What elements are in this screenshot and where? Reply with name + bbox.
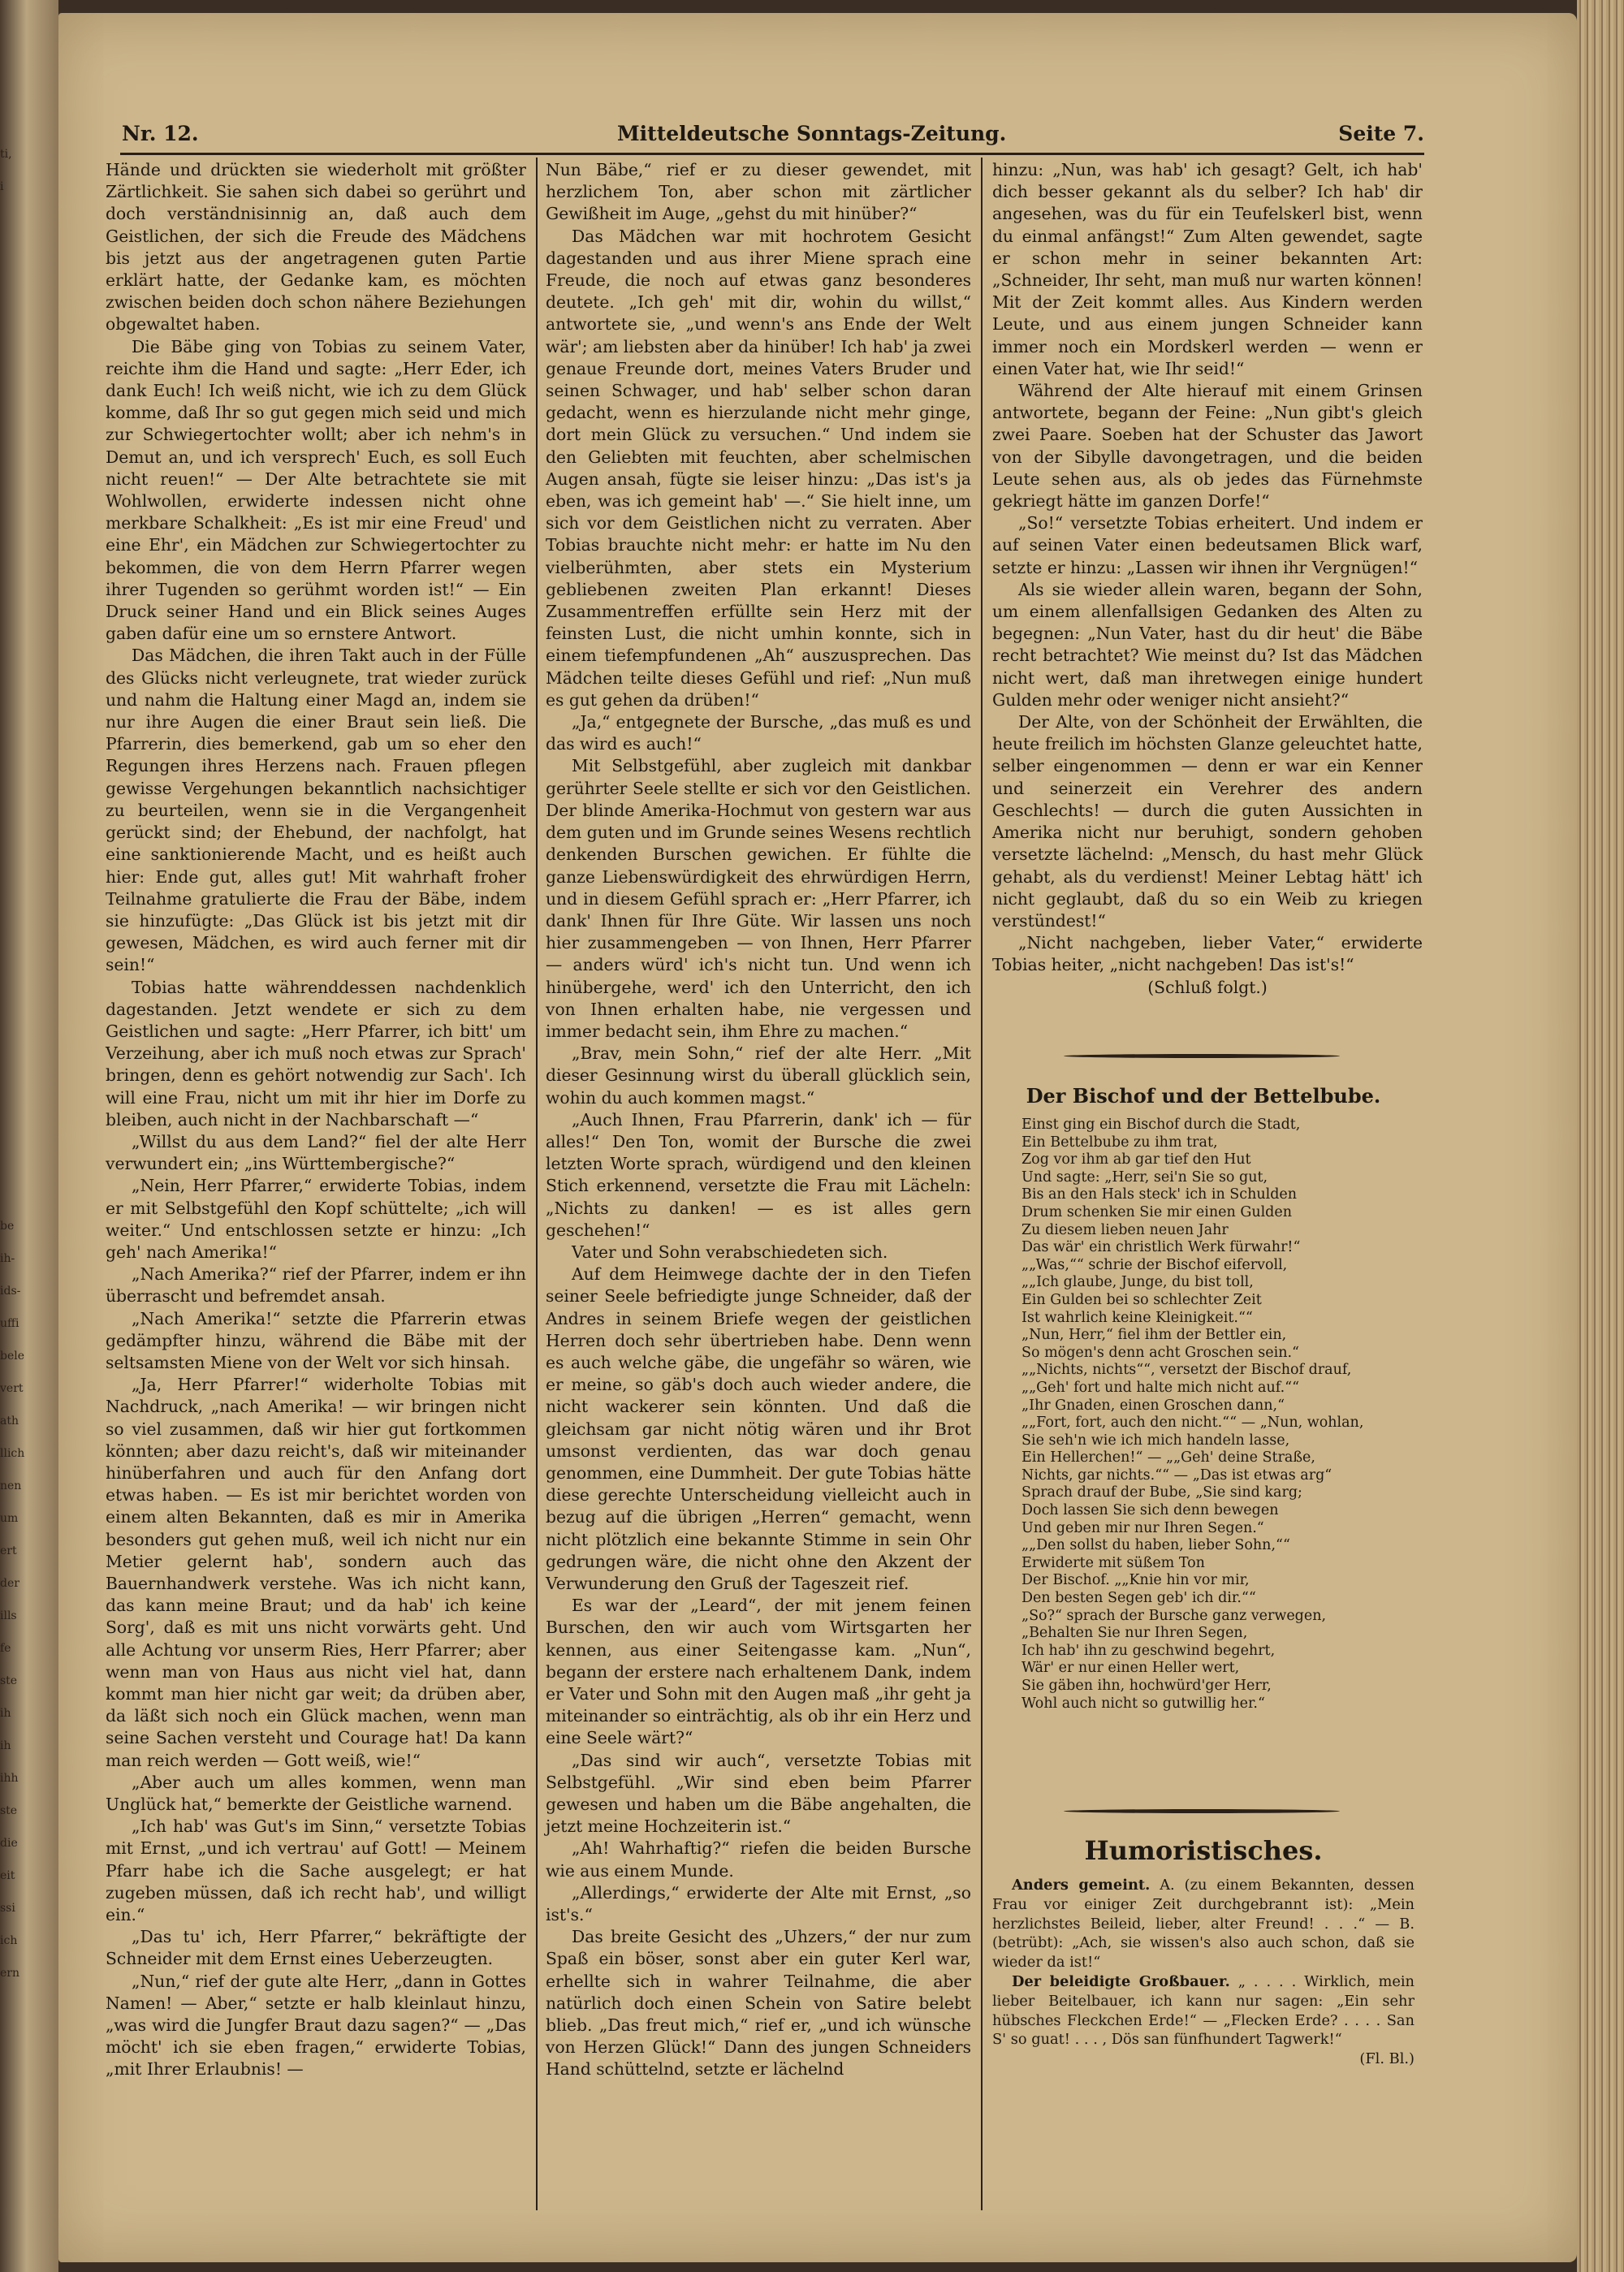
spine-fragment: be — [0, 1220, 15, 1233]
article-column-2 — [546, 159, 971, 2081]
paragraph: „Ich hab' was Gut's im Sinn,“ versetzte Tobias mit Ernst, „und ich vertrau' auf Gott! — Meinem Pfarr habe ich die Sache ausgelegt; er hat zugeben müssen, daß ich recht hab', und willigt ein.“ — [106, 1816, 526, 1925]
spine-fragment: ich — [0, 1934, 18, 1947]
page-edges — [1577, 0, 1624, 2272]
poem-line: „„Fort, fort, auch den nicht.““ — „Nun, wohlan, — [1021, 1415, 1364, 1432]
poem-line: „„Den sollst du haben, lieber Sohn,““ — [1021, 1537, 1290, 1554]
paragraph: „Brav, mein Sohn,“ rief der alte Herr. „Mit dieser Gesinnung wirst du überall glücklich sein, wohin du auch kommen magst.“ — [546, 1043, 971, 1108]
poem-line: „Behalten Sie nur Ihren Segen, — [1021, 1625, 1248, 1642]
poem-line: Den besten Segen geb' ich dir.““ — [1021, 1590, 1256, 1607]
poem-body — [1021, 1117, 1411, 1713]
spine-fragment: vert — [0, 1382, 24, 1395]
poem-line: „Nun, Herr,“ fiel ihm der Bettler ein, — [1021, 1327, 1287, 1344]
paragraph: „Nicht nachgeben, lieber Vater,“ erwiderte Tobias heiter, „nicht nachgeben! Das ist's!“ — [992, 933, 1423, 975]
spine-fragment: eit — [0, 1869, 15, 1882]
paragraph: „Nein, Herr Pfarrer,“ erwiderte Tobias, indem er mit Selbstgefühl den Kopf schüttelte; „ich will weiter.“ Und entschlossen setzte er hinzu: „Ich geh' nach Amerika!“ — [106, 1176, 526, 1262]
paragraph: Hände und drückten sie wiederholt mit größter Zärtlichkeit. Sie sahen sich dabei so gerührt und doch verständnisinnig an, daß auch dem Geistlichen, der sich die Freude des Mädchens bis jetzt aus der angetragenen guten Partie erklärt hatte, der Gedanke kam, es möchten zwischen beiden doch schon nähere Beziehungen obgewaltet haben. — [106, 160, 526, 335]
humor-section — [992, 1876, 1415, 2069]
spine-fragment: ath — [0, 1415, 19, 1428]
humor-text: „ . . . . Wirklich, mein lieber Beitelbauer, ich kann nur sagen: „Ein sehr hübsches Fleckchen Erde!“ — „Flecken Erde? . . . . San S' so guat! . . . , Dös san fünfhundert Tagwerk!“ — [992, 1972, 1415, 2049]
poem-line: Ein Bettelbube zu ihm trat, — [1021, 1134, 1218, 1151]
spine-fragment: ih — [0, 1707, 11, 1720]
poem-line: Sie gäben ihn, hochwürd'ger Herr, — [1021, 1678, 1272, 1694]
humor-item — [992, 1972, 1415, 2069]
paragraph: „Das tu' ich, Herr Pfarrer,“ bekräftigte der Schneider mit dem Ernst eines Ueberzeugten. — [106, 1927, 526, 1969]
humor-text: A. (zu einem Bekannten, dessen Frau vor einiger Zeit durchgebrannt ist): „Mein herzlichstes Beileid, lieber, alter Freund! . . .“ — B. (betrübt): „Ach, sie wissen's also auch schon, daß sie wieder da ist!“ — [992, 1877, 1415, 1972]
paragraph: Nun Bäbe,“ rief er zu dieser gewendet, mit herzlichem Ton, aber schon mit zärtlicher Gewißheit im Auge, „gehst du mit hinüber?“ — [546, 160, 971, 224]
spine-fragment: llich — [0, 1447, 25, 1460]
poem-line: Doch lassen Sie sich denn bewegen — [1021, 1502, 1279, 1519]
paragraph: Während der Alte hierauf mit einem Grinsen antwortete, begann der Feine: „Nun gibt's gleich zwei Paare. Soeben hat der Schuster das Jawort von der Sibylle davongetragen, und die beiden Leute sehen aus, als ob jedes das Fürnehmste gekriegt hätte im ganzen Dorfe!“ — [992, 381, 1423, 512]
poem-line: Ich hab' ihn zu geschwind begehrt, — [1021, 1642, 1276, 1659]
poem-line: Einst ging ein Bischof durch die Stadt, — [1021, 1117, 1301, 1133]
section-separator — [1064, 1054, 1340, 1058]
poem-line: Sie seh'n wie ich mich handeln lasse, — [1021, 1432, 1290, 1449]
column-rule — [536, 158, 538, 2210]
humor-source: (Fl. Bl.) — [1359, 2050, 1415, 2068]
poem-line: „So?“ sprach der Bursche ganz verwegen, — [1021, 1607, 1327, 1624]
poem-title: Der Bischof und der Bettelbube. — [1026, 1084, 1381, 1108]
paragraph: „Allerdings,“ erwiderte der Alte mit Ernst, „so ist's.“ — [546, 1882, 971, 1925]
poem-line: Ein Hellerchen!“ — „„Geh' deine Straße, — [1021, 1449, 1315, 1466]
paragraph: Das Mädchen, die ihren Takt auch in der Fülle des Glücks nicht verleugnete, trat wieder zurück und nahm die Haltung einer Magd an, indem sie nur ihre Augen die einer Braut sein ließ. Die Pfarrerin, dies bemerkend, gab um so eher den Regungen ihres Herzens nach. Frauen pflegen gewisse Vergehungen bekanntlich nachsichtiger zu beurteilen, wenn sie in die Vergangenheit gerückt sind; der Ehebund, der nachfolgt, hat eine sanktionierende Macht, und es heißt auch hier: Ende gut, alles gut! Mit wahrhaft froher Teilnahme gratulierte die Frau der Bäbe, indem sie hinzufügte: „Das Glück ist bis jetzt mit dir gewesen, Mädchen, es wird auch ferner mit dir sein!“ — [106, 646, 526, 975]
poem-line: Bis an den Hals steck' ich in Schulden — [1021, 1186, 1298, 1203]
paragraph: „Ja, Herr Pfarrer!“ widerholte Tobias mit Nachdruck, „nach Amerika! — wir bringen nicht so viel zusammen, daß wir hier gut fortkommen könnten; aber dazu reicht's, daß wir miteinander hinüberfahren und auch für den Anfang dort etwas haben. — Es ist mir berichtet worden von einem alten Bekannten, daß es mir in Amerika besonders gut gehen muß, weil ich nicht nur ein Metier gelernt hab', sondern auch das Bauernhandwerk verstehe. Was ich nicht kann, das kann meine Braut; und da hab' ich keine Sorg', daß es mit uns nicht vorwärts geht. Und alle Achtung vor unserm Ries, Herr Pfarrer; aber wenn man von Haus aus nicht viel hat, dann kommt man hier nicht gar weit; da drüben aber, da läßt sich noch ein Glück machen, wenn man seine Sachen versteht und Courage hat! Da kann man reich werden — Gott weiß, wie!“ — [106, 1375, 526, 1770]
spine-fragment: ih — [0, 1739, 11, 1752]
poem-line: Nichts, gar nichts.““ — „Das ist etwas arg“ — [1021, 1466, 1332, 1484]
masthead-title: Mitteldeutsche Sonntags-Zeitung. — [617, 122, 1007, 145]
to-be-continued: (Schluß folgt.) — [1147, 977, 1268, 997]
poem-line: Das wär' ein christlich Werk fürwahr!“ — [1021, 1239, 1301, 1256]
paragraph: Mit Selbstgefühl, aber zugleich mit dankbar gerührter Seele stellte er sich vor den Geistlichen. Der blinde Amerika-Hochmut von gestern war aus dem guten und im Grunde seines Wesens rechtlich denkenden Burschen gewichen. Er fühlte die ganze Liebenswürdigkeit des ehrwürdigen Herrn, und in diesem Gefühl sprach er: „Herr Pfarrer, ich dank' Ihnen für Ihre Güte. Wir lassen uns noch hier zusammengeben — von Ihnen, Herr Pfarrer — anders würd' ich's nicht tun. Und wenn ich hinübergehe, werd' ich den Unterricht, den ich von Ihnen erhalten habe, nie vergessen und immer bedacht sein, ihm Ehre zu machen.“ — [546, 756, 971, 1041]
poem-line: Wär' er nur einen Heller wert, — [1021, 1660, 1240, 1677]
poem-line: „„Ich glaube, Junge, du bist toll, — [1021, 1274, 1254, 1291]
paragraph: „Nach Amerika?“ rief der Pfarrer, indem er ihn überrascht und befremdet ansah. — [106, 1264, 526, 1307]
spine-fragment: fe — [0, 1642, 11, 1655]
paragraph: Das breite Gesicht des „Uhzers,“ der nur zum Spaß ein böser, sonst aber ein guter Kerl war, erhellte sich in wahrer Teilnahme, die aber natürlich doch einen Schein von Satire belebt blieb. „Das freut mich,“ rief er, „und ich wünsche von Herzen Glück!“ Dann des jungen Schneiders Hand schüttelnd, setzte er lächelnd — [546, 1927, 971, 2080]
poem-line: Ist wahrlich keine Kleinigkeit.““ — [1021, 1309, 1253, 1326]
paragraph: Auf dem Heimwege dachte der in den Tiefen seiner Seele befriedigte junge Schneider, daß der Andres in seinem Briefe wegen der geistlichen Herren doch sehr übertrieben habe. Denn wenn es auch welche gäbe, die ungefähr so wären, wie er meine, so gäb's doch auch wieder andere, die nicht wackerer sein könnten. Und daß die gleichsam gar nicht nötig wären und ihr Brot umsonst verdienten, das war doch genau genommen, eine Dummheit. Der gute Tobias hätte diese gerechte Unterscheidung vielleicht auch in bezug auf die übrigen „Herren“ gemacht, wenn nicht plötzlich eine bekannte Stimme in sein Ohr gedrungen wäre, die nicht ohne den Akzent der Verwunderung den Gruß der Tageszeit rief. — [546, 1264, 971, 1593]
paragraph: Als sie wieder allein waren, begann der Sohn, um einem allenfallsigen Gedanken des Alten zu begegnen: „Nun Vater, hast du dir heut' die Bäbe recht betrachtet? Wie meinst du? Ist das Mädchen nicht wert, daß man ihretwegen einige hundert Gulden mehr oder weniger nicht ansieht?“ — [992, 579, 1423, 710]
paragraph: „Ah! Wahrhaftig?“ riefen die beiden Bursche wie aus einem Munde. — [546, 1838, 971, 1881]
poem-line: Wohl auch nicht so gutwillig her.“ — [1021, 1695, 1265, 1712]
spine-fragment: ids- — [0, 1285, 21, 1298]
page-number: Seite 7. — [1338, 122, 1424, 145]
paragraph: „Auch Ihnen, Frau Pfarrerin, dank' ich — für alles!“ Den Ton, womit der Bursche die zwei letzten Worte sprach, würdigend und den kleinen Stich erkennend, versetzte die Frau mit Lächeln: „Nichts zu danken! — es ist alles gern geschehen!“ — [546, 1109, 971, 1240]
paragraph: Vater und Sohn verabschiedeten sich. — [572, 1242, 888, 1262]
spine-fragment: nen — [0, 1479, 22, 1492]
spine-fragment: um — [0, 1512, 19, 1525]
spine-fragment: ti, — [0, 148, 12, 161]
paragraph: Tobias hatte währenddessen nachdenklich dagestanden. Jetzt wendete er sich zu dem Geistlichen und sagte: „Herr Pfarrer, ich bitt' um Verzeihung, aber ich muß noch etwas zur Sprach' bringen, denn es gehört notwendig zur Sach'. Ich will eine Frau, nicht um mit ihr hier im Dorfe zu bleiben, auch nicht in der Nachbarschaft —“ — [106, 977, 526, 1130]
spine-fragment: die — [0, 1837, 18, 1850]
paragraph: Der Alte, von der Schönheit der Erwählten, die heute freilich im höchsten Glanze geleuchtet hatte, selber eingenommen — denn er war ein Kenner und seinerzeit ein Verehrer des andern Geschlechts! — durch die guten Aussichten in Amerika nicht nur beruhigt, sondern gehoben versetzte lächelnd: „Mensch, du hast mehr Glück gehabt, als du verdienst! Meiner Lebtag hätt' ich nicht geglaubt, daß du so ein Weib zu kriegen verstündest!“ — [992, 712, 1423, 931]
paragraph: hinzu: „Nun, was hab' ich gesagt? Gelt, ich hab' dich besser gekannt als du selber? Ich hab' dir angesehen, was du für ein Teufelskerl bist, wenn du einmal anfängst!“ Zum Alten gewendet, sagte er schon mehr in seiner bekannten Art: „Schneider, Ihr seht, man muß nur warten können! Mit der Zeit kommt alles. Aus Kindern werden Leute, und aus einem jungen Schneider kann immer noch ein Mordskerl werden — wenn er einen Vater hat, wie Ihr seid!“ — [992, 160, 1423, 378]
spine-fragment: der — [0, 1577, 19, 1590]
header-rule — [120, 153, 1424, 155]
humor-heading: Anders gemeint. — [1012, 1877, 1151, 1894]
spine-fragment: bele — [0, 1350, 25, 1363]
paragraph: „Aber auch um alles kommen, wenn man Unglück hat,“ bemerkte der Geistliche warnend. — [106, 1772, 526, 1815]
paragraph: „So!“ versetzte Tobias erheitert. Und indem er auf seinen Vater einen bedeutsamen Blick warf, setzte er hinzu: „Lassen wir ihnen ihr Vergnügen!“ — [992, 513, 1423, 577]
poem-line: Der Bischof. „„Knie hin vor mir, — [1021, 1572, 1250, 1589]
spine-fragment: ern — [0, 1967, 19, 1980]
article-column-3 — [992, 159, 1423, 999]
spine-fragment: ills — [0, 1609, 17, 1622]
spine-fragment: ssi — [0, 1902, 15, 1915]
poem-line: Zu diesem lieben neuen Jahr — [1021, 1221, 1229, 1238]
poem-line: Erwiderte mit süßem Ton — [1021, 1554, 1205, 1571]
poem-line: Und sagte: „Herr, sei'n Sie so gut, — [1021, 1168, 1268, 1186]
poem-line: „„Geh' fort und halte mich nicht auf.““ — [1021, 1379, 1300, 1396]
issue-number: Nr. 12. — [122, 122, 199, 145]
paragraph: Das Mädchen war mit hochrotem Gesicht dagestanden und aus ihrer Miene sprach eine Freude, die noch auf etwas ganz besonderes deutete. „Ich geh' mit dir, wohin du willst,“ antwortete sie, „und wenn's ans Ende der Welt wär'; am liebsten aber da hinüber! Ich hab' ja zwei genaue Freunde dort, meines Vaters Bruder und seinen Schwager, und hab' selber schon daran gedacht, wenn es hierzulande nicht mehr ginge, dort mein Glück zu versuchen.“ Und indem sie den Geliebten mit feuchten, aber schelmischen Augen ansah, fügte sie leiser hinzu: „Das ist's ja eben, was ich gemeint hab' —.“ Sie hielt inne, um sich vor dem Geistlichen nicht zu verraten. Aber Tobias brauchte nicht mehr: er hatte im Nu den vielberühmten, aber stets ein Mysterium gebliebenen zweiten Plan erkannt! Dieses Zusammentreffen erfüllte sein Herz mit der feinsten Lust, die nicht umhin konnte, sich in einem tiefempfundenen „Ah“ auszusprechen. Das Mädchen teilte dieses Gefühl und rief: „Nun muß es gut gehen da drüben!“ — [546, 226, 971, 710]
spine-fragment: ert — [0, 1544, 17, 1557]
humor-item — [992, 1876, 1415, 1972]
paragraph: „Willst du aus dem Land?“ fiel der alte Herr verwundert ein; „ins Württembergische?“ — [106, 1131, 526, 1174]
poem-line: „„Nichts, nichts““, versetzt der Bischof drauf, — [1021, 1362, 1352, 1379]
poem-line: Und geben mir nur Ihren Segen.“ — [1021, 1519, 1264, 1536]
article-column-1 — [106, 159, 526, 2081]
spine-fragment: ihh — [0, 1772, 19, 1785]
paragraph: „Nach Amerika!“ setzte die Pfarrerin etwas gedämpfter hinzu, während die Bäbe mit der seltsamsten Miene von der Welt vor sich hinsah. — [106, 1308, 526, 1372]
poem-line: Zog vor ihm ab gar tief den Hut — [1021, 1151, 1251, 1168]
spine-fragment: ste — [0, 1804, 18, 1817]
book-spine — [0, 0, 58, 2272]
poem-line: Ein Gulden bei so schlechter Zeit — [1021, 1291, 1262, 1308]
spine-fragment: ih- — [0, 1252, 15, 1265]
paragraph: Die Bäbe ging von Tobias zu seinem Vater, reichte ihm die Hand und sagte: „Herr Eder, ich dank Euch! Ich weiß nicht, wie ich zu dem Glück komme, daß Ihr so gut gegen mich seid und mich zur Schwiegertochter wollt; aber ich nehm's in Demut an, und ich versprech' Euch, es soll Euch nicht reuen!“ — Der Alte betrachtete sie mit Wohlwollen, erwiderte indessen nicht ohne merkbare Schalkheit: „Es ist mir eine Freud' und eine Ehr', ein Mädchen zur Schwiegertochter zu bekommen, die von dem Herrn Pfarrer wegen ihrer Tugenden so gerühmt worden ist!“ — Ein Druck seiner Hand und ein Blick seines Auges gaben dafür eine um so ernstere Antwort. — [106, 336, 526, 644]
spine-fragment: i — [0, 180, 4, 193]
paragraph: „Ja,“ entgegnete der Bursche, „das muß es und das wird es auch!“ — [546, 712, 971, 754]
spine-fragment: uffi — [0, 1317, 19, 1330]
poem-line: So mögen's denn acht Groschen sein.“ — [1021, 1344, 1300, 1361]
paragraph: Es war der „Leard“, der mit jenem feinen Burschen, den wir auch vom Wirtsgarten her kennen, aus einer Seitengasse kam. „Nun“, begann der erstere nach erhaltenem Dank, indem er Vater und Sohn mit den Augen maß „ihr geht ja miteinander so einträchtig, als ob ihr ein Herz und eine Seele wärt?“ — [546, 1596, 971, 1748]
paragraph: „Nun,“ rief der gute alte Herr, „dann in Gottes Namen! — Aber,“ setzte er halb kleinlaut hinzu, „was wird die Jungfer Braut dazu sagen?“ — „Das möcht' ich sie eben fragen,“ erwiderte Tobias, „mit Ihrer Erlaubnis! — — [106, 1971, 526, 2080]
poem-line: Drum schenken Sie mir einen Gulden — [1021, 1203, 1293, 1220]
humor-title: Humoristisches. — [1084, 1835, 1323, 1866]
column-rule — [981, 158, 983, 2210]
poem-line: „Ihr Gnaden, einen Groschen dann,“ — [1021, 1397, 1285, 1414]
poem-line: Sprach drauf der Bube, „Sie sind karg; — [1021, 1484, 1302, 1501]
spine-fragment: ste — [0, 1674, 18, 1687]
paragraph: „Das sind wir auch“, versetzte Tobias mit Selbstgefühl. „Wir sind eben beim Pfarrer gewesen und haben um die Bäbe angehalten, die jetzt meine Hochzeiterin ist.“ — [546, 1750, 971, 1837]
section-separator — [1064, 1809, 1340, 1813]
poem-line: „„Was,““ schrie der Bischof eifervoll, — [1021, 1256, 1288, 1273]
humor-heading: Der beleidigte Großbauer. — [1012, 1972, 1230, 1990]
